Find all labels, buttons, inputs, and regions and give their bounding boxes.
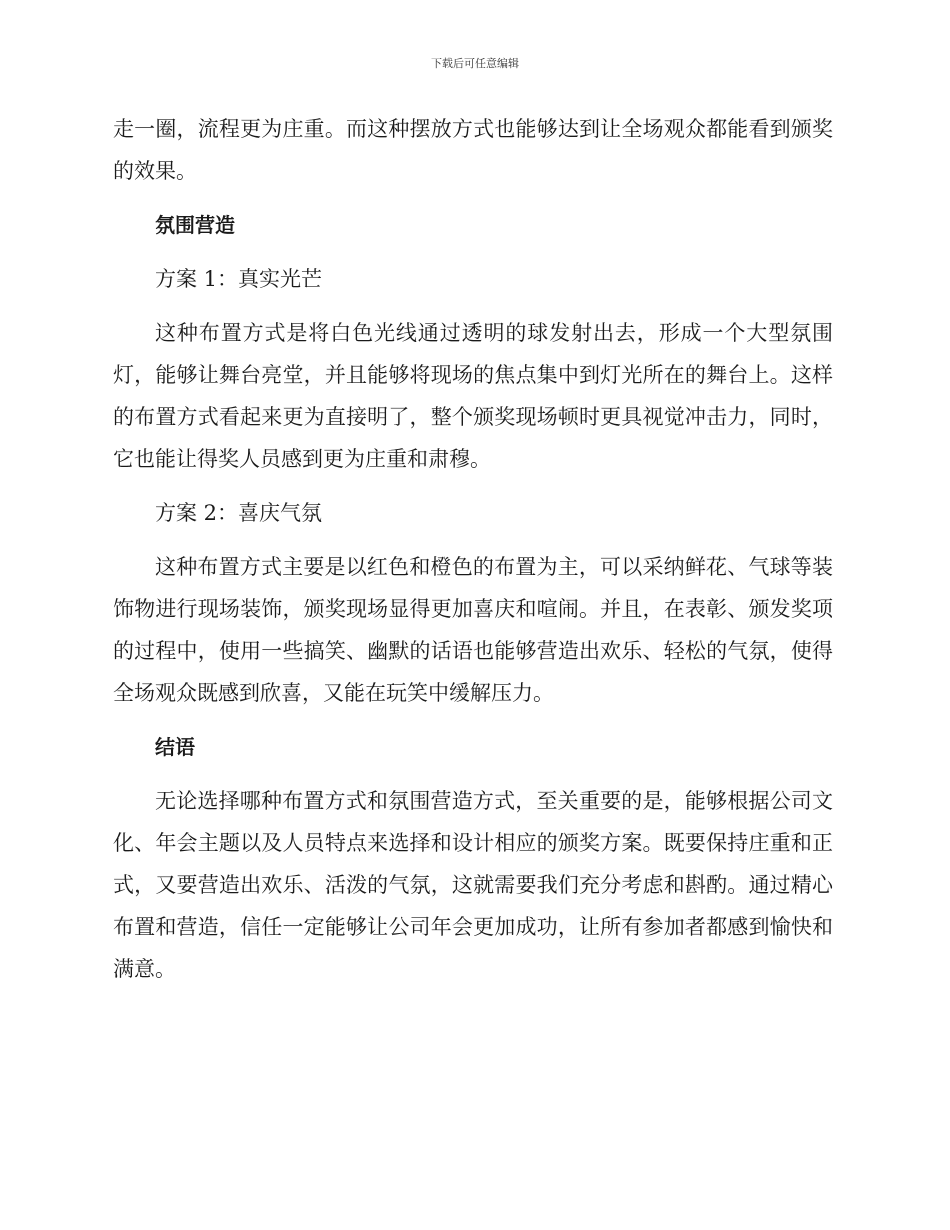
option2-paragraph: 这种布置方式主要是以红色和橙色的布置为主，可以采纳鲜花、气球等装饰物进行现场装饰，颁奖现场显得更加喜庆和喧闹。并且，在表彰、颁发奖项的过程中，使用一些搞笑、幽默的话语也能够营造出欢乐、轻松的气氛，使得全场观众既感到欣喜，又能在玩笑中缓解压力。 — [113, 555, 833, 705]
document-body — [113, 108, 833, 990]
option1-paragraph: 这种布置方式是将白色光线通过透明的球发射出去，形成一个大型氛围灯，能够让舞台亮堂，并且能够将现场的焦点集中到灯光所在的舞台上。这样的布置方式看起来更为直接明了，整个颁奖现场顿时更具视觉冲击力，同时，它也能让得奖人员感到更为庄重和肃穆。 — [113, 321, 833, 471]
option1-title: 方案 1：真实光芒 — [155, 267, 323, 291]
page-header: 下载后可任意编辑 — [431, 57, 519, 70]
continuation-paragraph: 走一圈，流程更为庄重。而这种摆放方式也能够达到让全场观众都能看到颁奖的效果。 — [113, 117, 833, 183]
section-heading-atmosphere: 氛围营造 — [155, 213, 235, 237]
conclusion-paragraph: 无论选择哪种布置方式和氛围营造方式，至关重要的是，能够根据公司文化、年会主题以及人员特点来选择和设计相应的颁奖方案。既要保持庄重和正式，又要营造出欢乐、活泼的气氛，这就需要我们充分考虑和斟酌。通过精心布置和营造，信任一定能够让公司年会更加成功，让所有参加者都感到愉快和满意。 — [113, 789, 833, 981]
section-heading-conclusion: 结语 — [155, 735, 195, 759]
option2-title: 方案 2：喜庆气氛 — [155, 501, 323, 525]
